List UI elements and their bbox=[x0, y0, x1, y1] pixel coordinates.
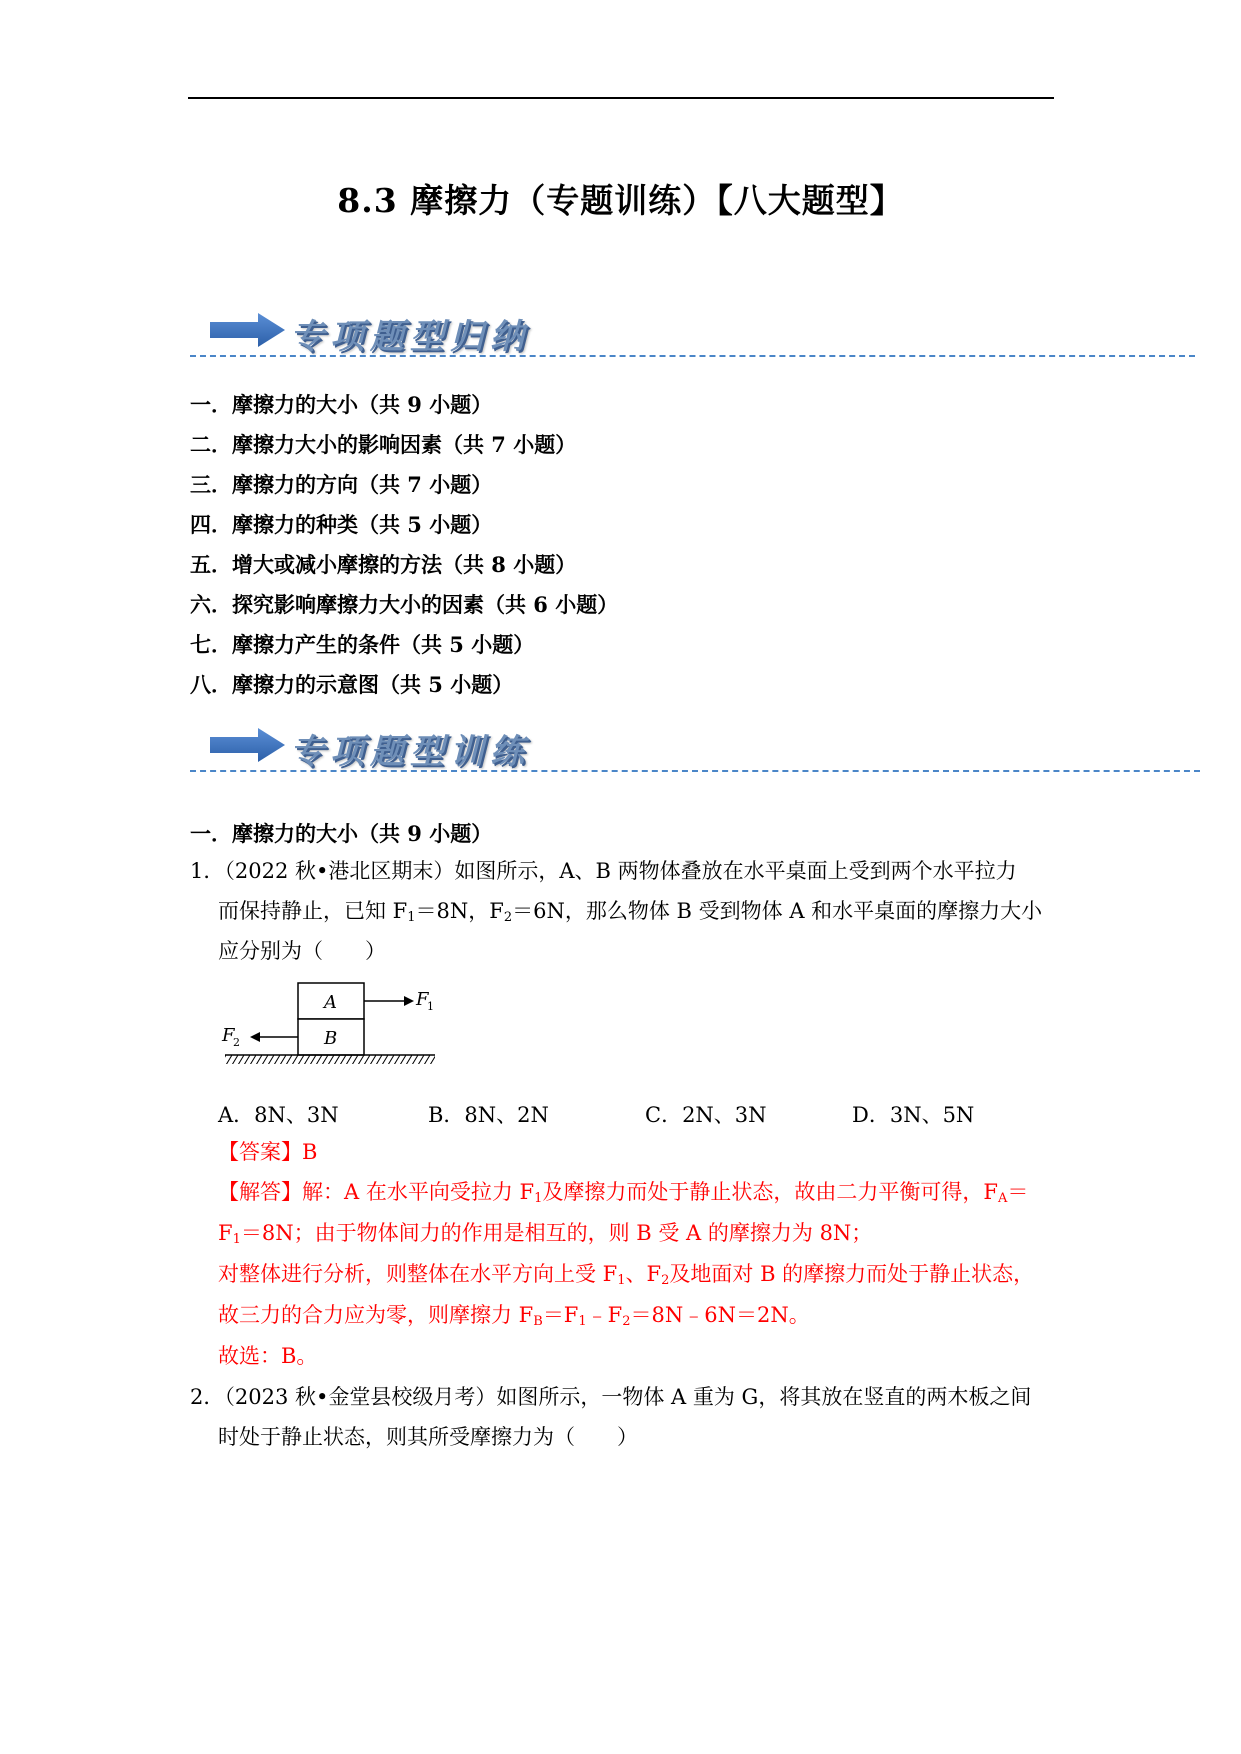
topic-item: 六．探究影响摩擦力大小的因素（共 6 小题） bbox=[190, 592, 619, 617]
svg-text:2: 2 bbox=[233, 1036, 240, 1049]
topic-item: 一．摩擦力的大小（共 9 小题） bbox=[190, 392, 493, 417]
force-2-label: F bbox=[222, 1025, 235, 1046]
option-b: B．8N、2N bbox=[428, 1103, 549, 1127]
block-b-label: B bbox=[324, 1028, 338, 1049]
force-1-label: F bbox=[416, 989, 429, 1010]
analysis-line-4: 故三力的合力应为零，则摩擦力 $F_B=F_1﹣F_2=8N﹣6N=2N$。 bbox=[218, 1303, 810, 1329]
banner-divider bbox=[190, 355, 1195, 357]
block-a-label: A bbox=[324, 992, 337, 1013]
header-rule bbox=[188, 97, 1054, 99]
question-2-line-1: 2．（2023 秋•金堂县校级月考）如图所示，一物体 A 重为 G，将其放在竖直的两木板之间 bbox=[190, 1385, 1032, 1409]
analysis-line-5: 故选：B。 bbox=[218, 1344, 318, 1368]
option-a: A．8N、3N bbox=[218, 1103, 339, 1127]
summary-banner bbox=[190, 305, 1210, 365]
document-title: 8.3 摩擦力（专题训练）【八大题型】 bbox=[337, 181, 904, 220]
answer-line: 【答案】B bbox=[218, 1140, 318, 1164]
topic-item: 七．摩擦力产生的条件（共 5 小题） bbox=[190, 632, 535, 657]
question-1-line-1: 1．（2022 秋•港北区期末）如图所示，A、B 两物体叠放在水平桌面上受到两个水平拉力 bbox=[190, 859, 1017, 883]
topic-item: 八．摩擦力的示意图（共 5 小题） bbox=[190, 672, 514, 697]
training-banner bbox=[190, 720, 1210, 780]
option-c: C．2N、3N bbox=[645, 1103, 767, 1127]
question-1-line-3: 应分别为（ ） bbox=[218, 939, 386, 963]
analysis-line-1: 【解答】解：A 在水平向受拉力 $F_1$及摩擦力而处于静止状态，故由二力平衡可得，$F_A=$ bbox=[218, 1180, 1029, 1206]
svg-text:1: 1 bbox=[427, 1000, 434, 1013]
question-1-line-2: 而保持静止，已知 $F_1=8N$，$F_2=6N$，那么物体 B 受到物体 A 和水平桌面的摩擦力大小 bbox=[218, 899, 1043, 925]
right-arrow-icon bbox=[210, 313, 285, 347]
section-heading: 一．摩擦力的大小（共 9 小题） bbox=[190, 821, 493, 846]
right-arrow-icon bbox=[210, 728, 285, 762]
banner-divider bbox=[190, 770, 1200, 772]
topic-item: 四．摩擦力的种类（共 5 小题） bbox=[190, 512, 493, 537]
option-d: D．3N、5N bbox=[852, 1103, 975, 1127]
topic-item: 二．摩擦力大小的影响因素（共 7 小题） bbox=[190, 432, 577, 457]
question-2-line-2: 时处于静止状态，则其所受摩擦力为（ ） bbox=[218, 1425, 638, 1449]
topic-item: 五．增大或减小摩擦的方法（共 8 小题） bbox=[190, 552, 577, 577]
stacked-blocks-figure bbox=[220, 975, 440, 1089]
analysis-line-3: 对整体进行分析，则整体在水平方向上受 $F_1$、$F_2$及地面对 B 的摩擦力而处于静止状态， bbox=[218, 1262, 1035, 1288]
topic-item: 三．摩擦力的方向（共 7 小题） bbox=[190, 472, 493, 497]
topic-list bbox=[190, 385, 618, 705]
summary-banner-label: 专项题型归纳 bbox=[290, 317, 530, 357]
training-banner-label: 专项题型训练 bbox=[290, 732, 530, 772]
analysis-line-2: $F_1=8N$；由于物体间力的作用是相互的，则 B 受 A 的摩擦力为 8N； bbox=[218, 1221, 873, 1247]
